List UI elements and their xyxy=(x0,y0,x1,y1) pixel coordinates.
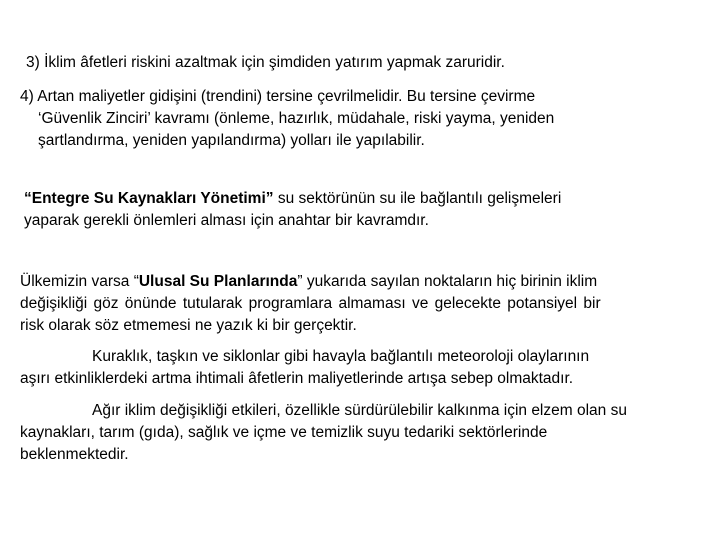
text-line: kaynakları, tarım (gıda), sağlık ve içme ve temizlik suyu tedariki sektörlerinde xyxy=(20,424,548,441)
paragraph-climate-impacts xyxy=(20,400,627,466)
text-line: beklenmektedir. xyxy=(20,446,129,463)
paragraph-item-3 xyxy=(26,52,505,74)
text-line: ‘Güvenlik Zinciri’ kavramı (önleme, hazırlık, müdahale, riski yayma, yeniden xyxy=(38,110,555,127)
text-line: Ağır iklim değişikliği etkileri, özellikle sürdürülebilir kalkınma için elzem olan su xyxy=(92,402,627,419)
emphasis-term: “Entegre Su Kaynakları Yönetimi” xyxy=(24,190,274,207)
text-line: risk olarak söz etmemesi ne yazık ki bir gerçektir. xyxy=(20,317,357,334)
text-fragment: Ülkemizin varsa “ xyxy=(20,273,139,290)
text-line xyxy=(24,188,561,210)
text-fragment: su sektörünün su ile bağlantılı gelişmeleri xyxy=(273,190,562,207)
text-line: aşırı etkinliklerdeki artma ihtimali âfetlerin maliyetlerinde artışa sebep olmaktadır. xyxy=(20,370,574,387)
paragraph-item-4 xyxy=(20,86,554,152)
emphasis-term: Ulusal Su Planlarında xyxy=(138,273,298,290)
text-line xyxy=(20,271,601,293)
paragraph-drought xyxy=(20,346,589,390)
text-line: 3) İklim âfetleri riskini azaltmak için şimdiden yatırım yapmak zaruridir. xyxy=(26,54,505,71)
text-line: Kuraklık, taşkın ve siklonlar gibi havayla bağlantılı meteoroloji olaylarının xyxy=(92,348,590,365)
paragraph-water-management xyxy=(24,188,561,232)
text-line: değişikliği göz önünde tutularak programlara almaması ve gelecekte potansiyel bir xyxy=(20,295,601,312)
text-fragment: ” yukarıda sayılan noktaların hiç birinin iklim xyxy=(297,273,598,290)
text-line: yaparak gerekli önlemleri alması için anahtar bir kavramdır. xyxy=(24,212,429,229)
text-line: şartlandırma, yeniden yapılandırma) yolları ile yapılabilir. xyxy=(38,132,425,149)
text-line: 4) Artan maliyetler gidişini (trendini) tersine çevrilmelidir. Bu tersine çevirme xyxy=(20,88,536,105)
paragraph-national-plans xyxy=(20,271,601,337)
